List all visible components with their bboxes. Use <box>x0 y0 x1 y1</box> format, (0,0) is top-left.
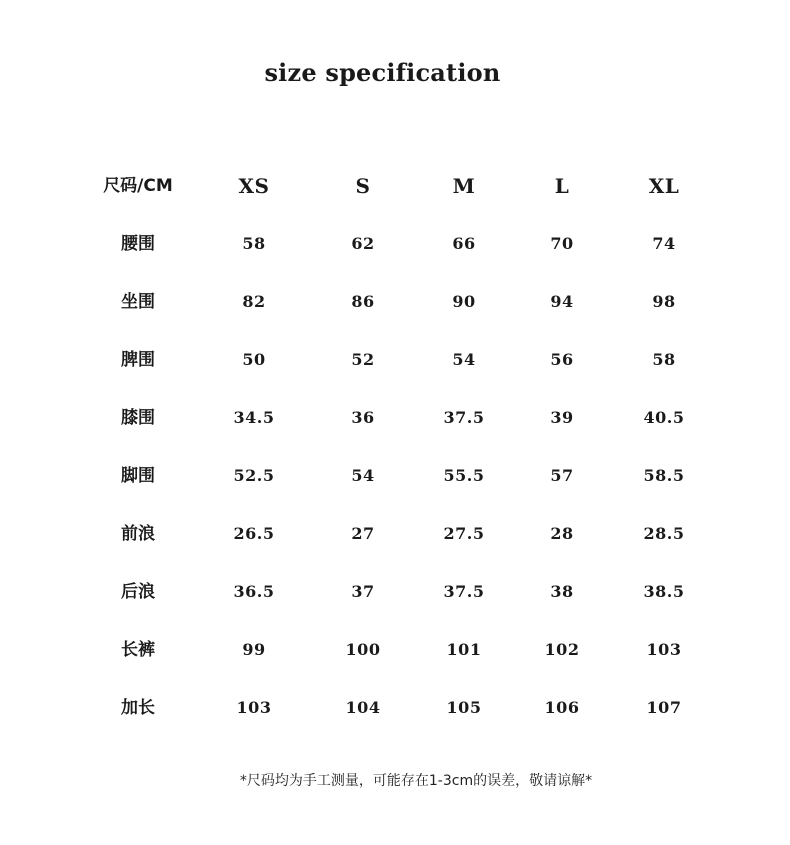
size-header-m: M <box>452 174 476 198</box>
table-row <box>0 572 790 612</box>
table-cell: 26.5 <box>233 524 275 543</box>
size-header-l: L <box>554 174 570 198</box>
table-cell: 28.5 <box>643 524 685 543</box>
table-cell: 58.5 <box>643 466 685 485</box>
table-row <box>0 224 790 264</box>
table-cell: 36.5 <box>233 582 275 601</box>
table-row <box>0 688 790 728</box>
table-row <box>0 456 790 496</box>
table-cell: 107 <box>646 698 682 717</box>
table-cell: 58 <box>652 350 676 369</box>
table-cell: 50 <box>242 350 266 369</box>
table-row <box>0 282 790 322</box>
table-cell: 54 <box>351 466 375 485</box>
table-row <box>0 398 790 438</box>
size-header-xs: XS <box>238 174 270 198</box>
row-label: 加长 <box>121 698 155 718</box>
table-cell: 99 <box>242 640 266 659</box>
table-cell: 52 <box>351 350 375 369</box>
table-cell: 58 <box>242 234 266 253</box>
table-cell: 37 <box>351 582 375 601</box>
size-header-xl: XL <box>648 174 680 198</box>
table-cell: 62 <box>351 234 375 253</box>
table-cell: 90 <box>452 292 476 311</box>
table-cell: 37.5 <box>443 582 485 601</box>
table-cell: 82 <box>242 292 266 311</box>
row-label: 长裤 <box>121 640 155 660</box>
table-cell: 38.5 <box>643 582 685 601</box>
size-header-s: S <box>355 174 371 198</box>
table-cell: 70 <box>550 234 574 253</box>
page-title: size specification <box>264 58 501 87</box>
table-cell: 104 <box>345 698 381 717</box>
table-cell: 39 <box>550 408 574 427</box>
table-cell: 103 <box>646 640 682 659</box>
row-label: 脾围 <box>121 350 155 370</box>
table-cell: 100 <box>345 640 381 659</box>
table-cell: 102 <box>544 640 580 659</box>
table-cell: 55.5 <box>443 466 485 485</box>
table-row <box>0 514 790 554</box>
table-cell: 28 <box>550 524 574 543</box>
table-cell: 37.5 <box>443 408 485 427</box>
row-label: 前浪 <box>121 524 155 544</box>
table-cell: 74 <box>652 234 676 253</box>
table-cell: 101 <box>446 640 482 659</box>
table-cell: 54 <box>452 350 476 369</box>
table-cell: 103 <box>236 698 272 717</box>
table-cell: 105 <box>446 698 482 717</box>
table-cell: 98 <box>652 292 676 311</box>
table-cell: 27 <box>351 524 375 543</box>
table-cell: 86 <box>351 292 375 311</box>
table-cell: 34.5 <box>233 408 275 427</box>
row-label: 脚围 <box>121 466 155 486</box>
table-cell: 40.5 <box>643 408 685 427</box>
row-label: 膝围 <box>121 408 155 428</box>
table-cell: 57 <box>550 466 574 485</box>
table-cell: 106 <box>544 698 580 717</box>
measurement-note: *尺码均为手工测量，可能存在1-3cm的误差，敬请谅解* <box>239 773 593 789</box>
row-label: 坐围 <box>121 292 155 312</box>
table-cell: 27.5 <box>443 524 485 543</box>
table-cell: 36 <box>351 408 375 427</box>
table-cell: 38 <box>550 582 574 601</box>
row-label: 后浪 <box>121 582 155 602</box>
table-cell: 66 <box>452 234 476 253</box>
table-row <box>0 340 790 380</box>
table-row <box>0 630 790 670</box>
table-header-row <box>0 166 790 206</box>
header-label: 尺码/CM <box>103 176 173 196</box>
table-cell: 52.5 <box>233 466 275 485</box>
row-label: 腰围 <box>121 234 155 254</box>
table-cell: 94 <box>550 292 574 311</box>
table-cell: 56 <box>550 350 574 369</box>
